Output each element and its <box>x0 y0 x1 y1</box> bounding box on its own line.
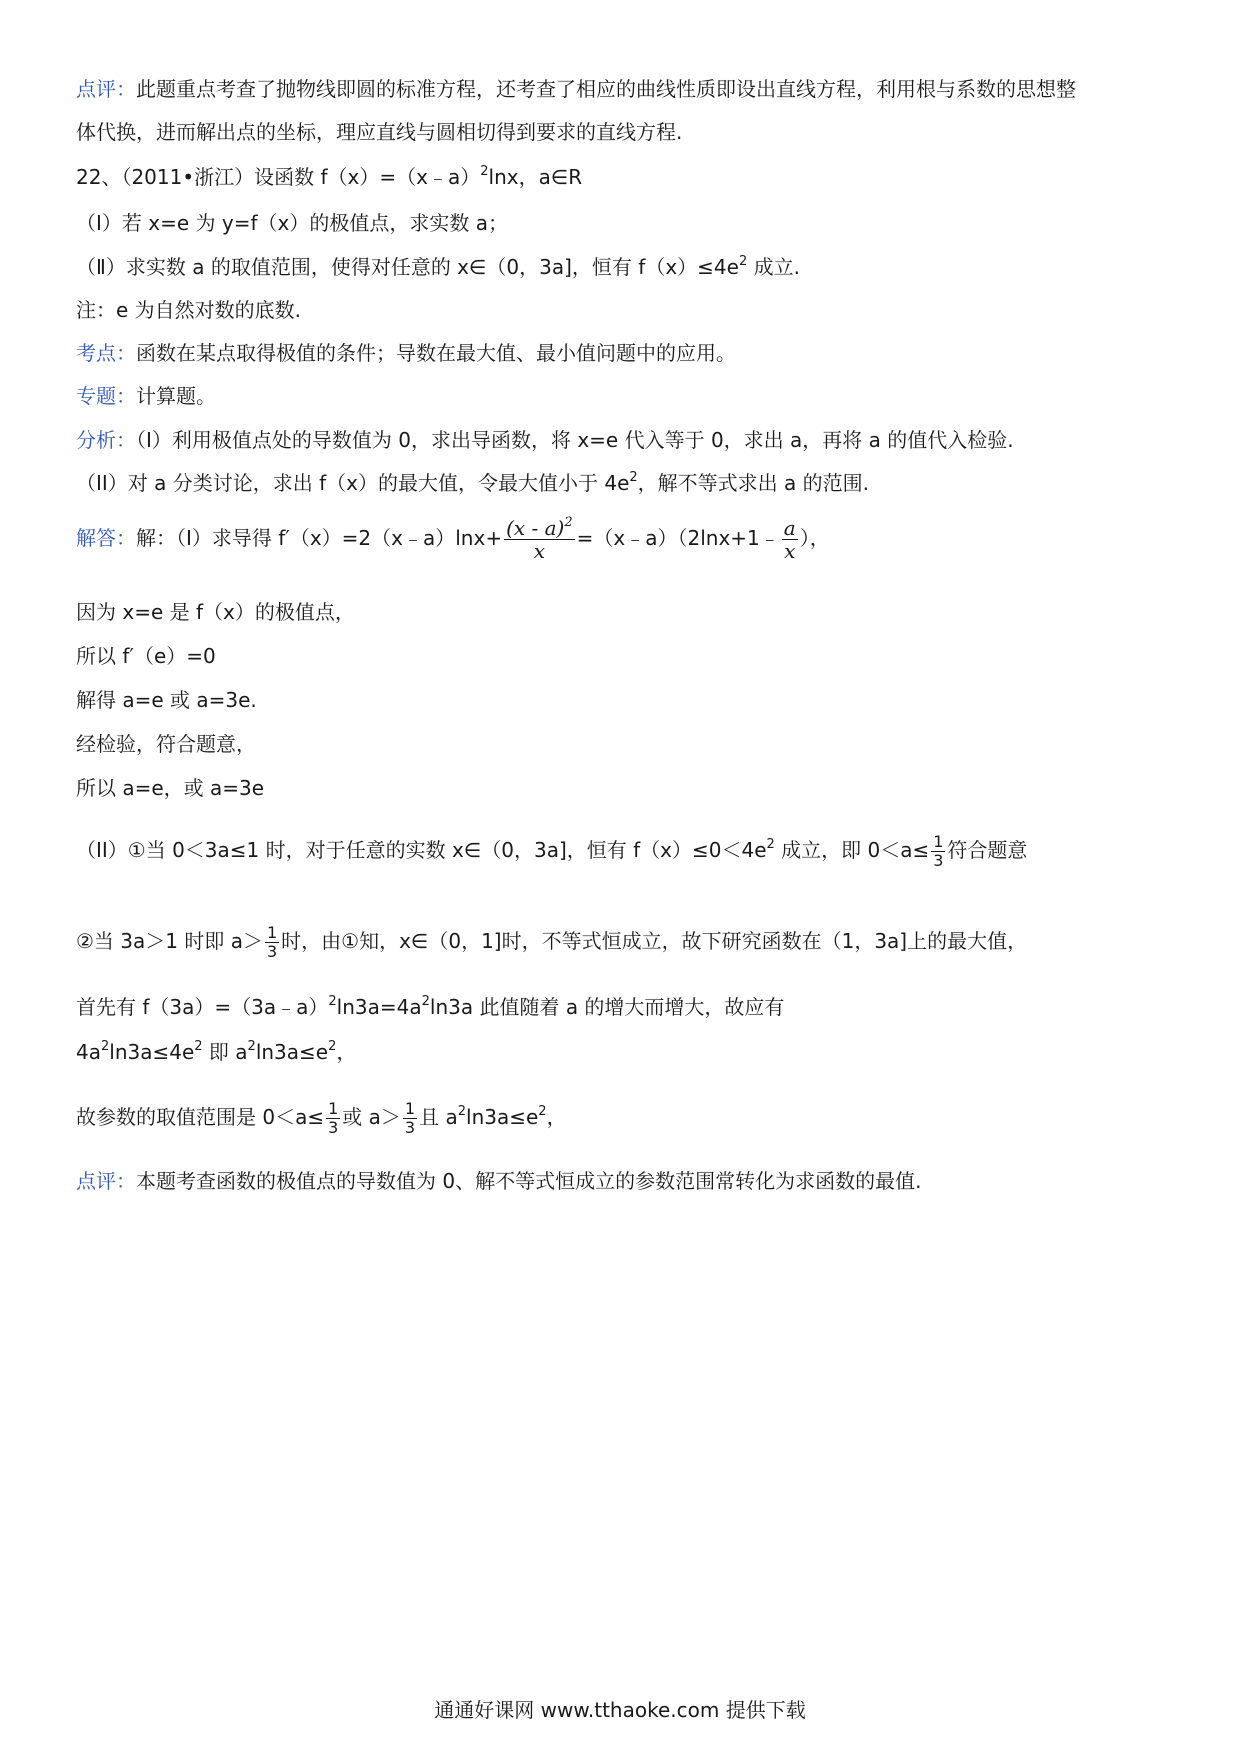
problem-header: 22、（2011•浙江）设函数 f（x）=（x﹣a）$^2$lnx，a∈R <box>76 164 583 189</box>
fraction-a-over-x: $\frac{a}{x}$ <box>783 516 796 563</box>
jieda-range: 故参数的取值范围是 0＜a≤ $\frac{1}{3}$ 或 a＞ $\frac{1}{3}$ 且 $a^2\ln 3a\le e^2$， <box>76 1099 567 1137</box>
problem-note: 注：e 为自然对数的底数. <box>76 298 302 322</box>
fraction-one-third: $\frac{1}{3}$ <box>266 923 278 961</box>
fenxi-line1: 分析：（I）利用极值点处的导数值为 0，求出导函数，将 x=e 代入等于 0，求出 a，再将 a 的值代入检验. <box>76 428 1014 452</box>
jieda-case1: （II）①当 0＜3a≤1 时，对于任意的实数 x∈（0，3a]，恒有 $f(x)\le 0<4e^2$ 成立，即 0＜a≤ $\frac{1}{3}$ 符合题意 <box>76 832 1028 870</box>
page-footer: 通通好课网 www.tthaoke.com 提供下载 <box>434 1698 806 1722</box>
kaodian: 考点：函数在某点取得极值的条件；导数在最大值、最小值问题中的应用。 <box>76 341 736 365</box>
jieda-label: 解答： <box>76 526 136 550</box>
problem-part1: （Ⅰ）若 x=e 为 y=f（x）的极值点，求实数 a； <box>76 211 508 235</box>
review-label: 点评： <box>76 1169 136 1193</box>
jieda-step2: 所以 f′（e）=0 <box>76 644 216 668</box>
problem-part2: （Ⅱ）求实数 a 的取值范围，使得对任意的 x∈（0，3a]，恒有 $f(x)\le 4e^2$ 成立. <box>76 254 800 279</box>
fenxi-line2: （II）对 a 分类讨论，求出 f（x）的最大值，令最大值小于 $4e^2$，解不等式求出 a 的范围. <box>76 470 869 495</box>
jieda-step4: 经检验，符合题意， <box>76 732 256 756</box>
prev-review-line1: 点评：此题重点考查了抛物线即圆的标准方程，还考查了相应的曲线性质即设出直线方程，利用根与系数的思想整 <box>76 77 1076 101</box>
fraction-one-third: $\frac{1}{3}$ <box>404 1099 416 1137</box>
kaodian-label: 考点： <box>76 341 136 365</box>
jieda-step1: 因为 x=e 是 f（x）的极值点， <box>76 600 355 624</box>
jieda-derivative: 解答：解：（I）求导得 f′（x）=2（x﹣a）lnx+ $\frac{(x - a)^2}{x}$ =（x﹣a）（2lnx+1﹣ $\frac{a}{x}$ ）， <box>76 515 830 563</box>
fraction-one-third: $\frac{1}{3}$ <box>328 1099 339 1137</box>
zhuanti-label: 专题： <box>76 384 136 408</box>
jieda-case2: ②当 3a＞1 时即 a＞ $\frac{1}{3}$ 时，由①知，x∈（0，1]时，不等式恒成立，故下研究函数在（1，3a]上的最大值， <box>76 923 1028 961</box>
prev-review-label: 点评： <box>76 77 136 101</box>
fenxi-label: 分析： <box>76 428 136 452</box>
jieda-inequality: $4a^2\ln 3a\le 4e^2$ 即 $a^2\ln 3a\le e^2$， <box>76 1039 357 1064</box>
zhuanti: 专题：计算题。 <box>76 384 216 408</box>
review: 点评：本题考查函数的极值点的导数值为 0、解不等式恒成立的参数范围常转化为求函数的最值. <box>76 1169 922 1193</box>
fraction-one-third: $\frac{1}{3}$ <box>933 832 944 870</box>
jieda-step5: 所以 a=e，或 a=3e <box>76 776 265 800</box>
prev-review-line2: 体代换，进而解出点的坐标，理应直线与圆相切得到要求的直线方程. <box>76 120 683 144</box>
jieda-f3a: 首先有 $f(3a)=(3a﹣a)^2\ln 3a=4a^2\ln 3a$ 此值随着 a 的增大而增大，故应有 <box>76 994 785 1019</box>
fraction-x-minus-a-squared-over-x: $\frac{(x - a)^2}{x}$ <box>506 515 573 563</box>
jieda-step3: 解得 a=e 或 a=3e. <box>76 688 257 712</box>
